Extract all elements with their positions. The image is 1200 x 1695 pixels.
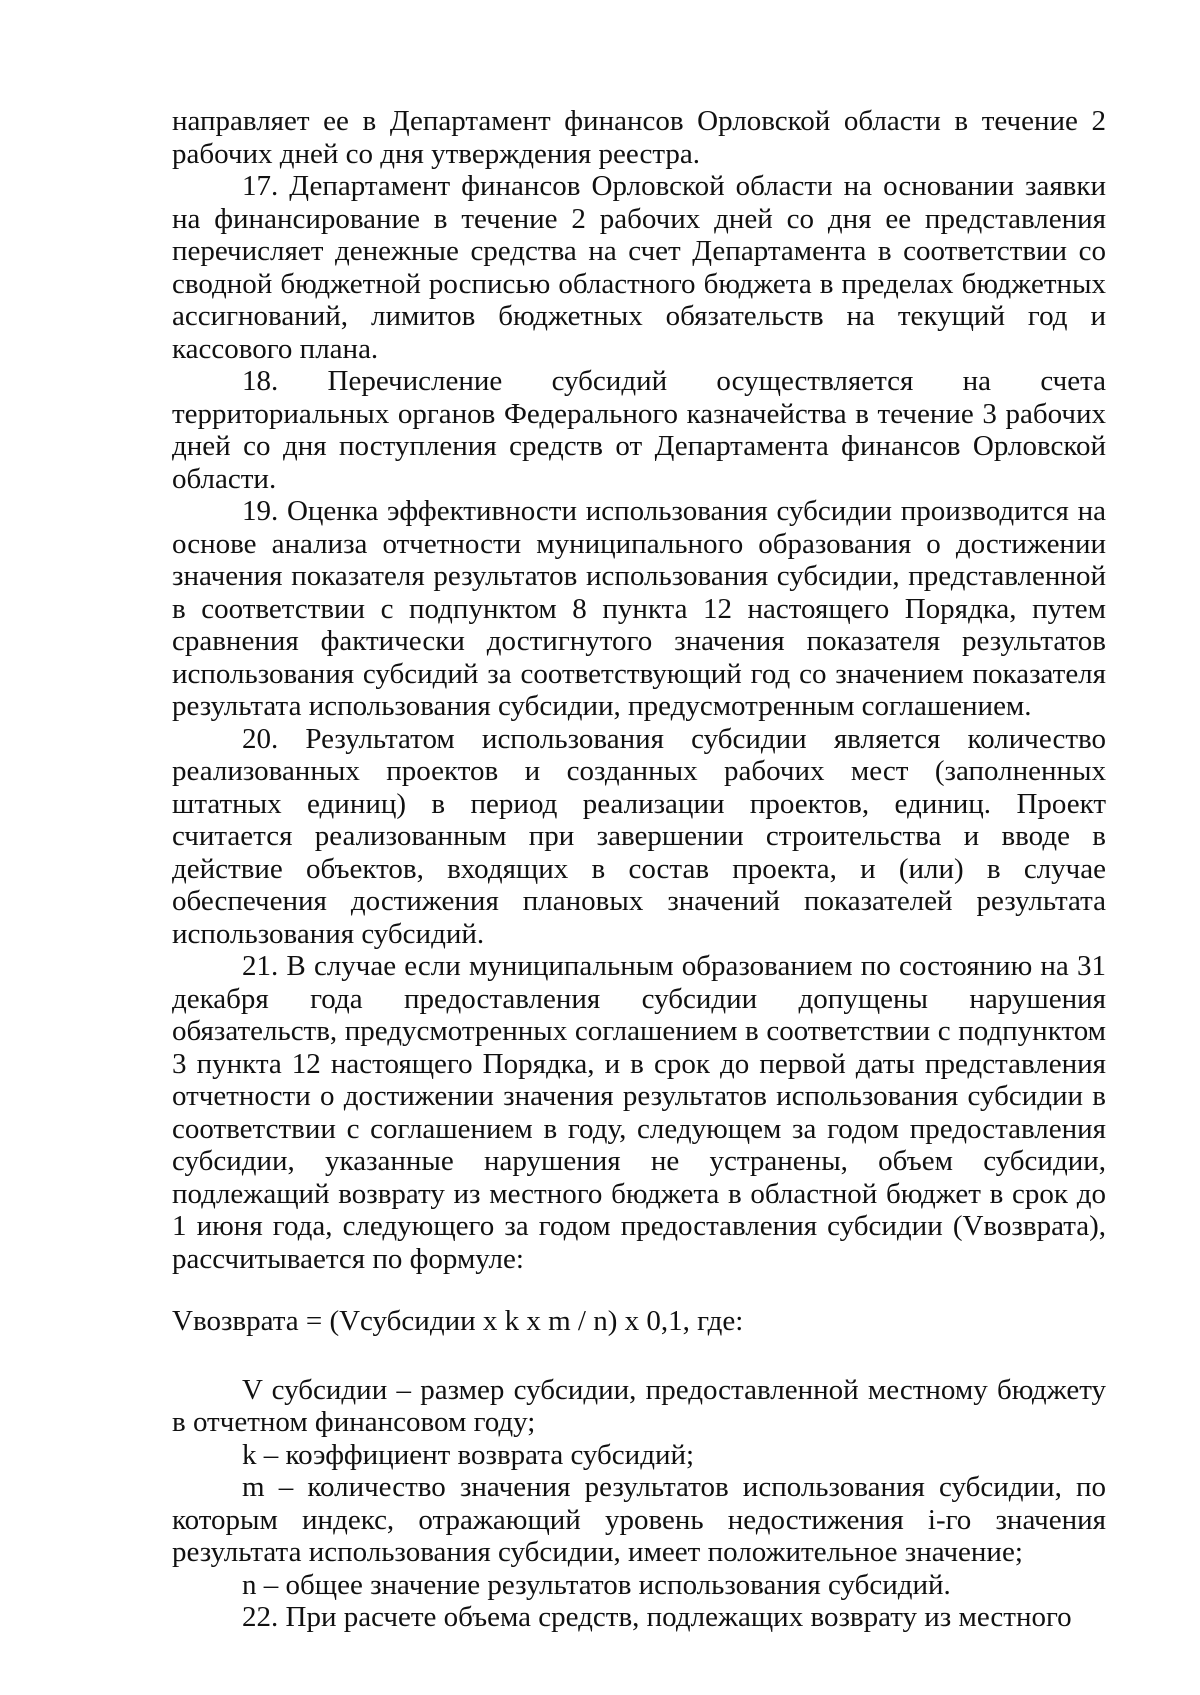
paragraph-20: 20. Результатом использования субсидии является количество реализованных проектов и созданных рабочих мест (заполненных штатных единиц) в период реализации проектов, единиц. Проект считается реализованным при завершении строительства и вводе в действие объектов, входящих в состав проекта, и (или) в случае обеспечения достижения плановых значений показателей результата использования субсидий. (172, 722, 1106, 950)
definition-k: k – коэффициент возврата субсидий; (242, 1438, 695, 1471)
document-body (172, 105, 1106, 1634)
paragraph-17: 17. Департамент финансов Орловской области на основании заявки на финансирование в течение 2 рабочих дней со дня ее представления перечисляет денежные средства на счет Департамента в соответствии со сводной бюджетной росписью областного бюджета в пределах бюджетных ассигнований, лимитов бюджетных обязательств на текущий год и кассового плана. (172, 170, 1106, 365)
paragraph-22: 22. При расчете объема средств, подлежащих возврату из местного (242, 1601, 1072, 1633)
definition-m: m – количество значения результатов использования субсидии, по которым индекс, отражающий уровень недостижения i-го значения результата использования субсидии, имеет положительное значение; (172, 1471, 1106, 1568)
paragraph-21: 21. В случае если муниципальным образованием по состоянию на 31 декабря года предоставления субсидии допущены нарушения обязательств, предусмотренных соглашением в соответствии с подпунктом 3 пункта 12 настоящего Порядка, и в срок до первой даты представления отчетности о достижении значения результатов использования субсидии в соответствии с соглашением в году, следующем за годом предоставления субсидии, указанные нарушения не устранены, объем субсидии, подлежащий возврату из местного бюджета в областной бюджет в срок до 1 июня года, следующего за годом предоставления субсидии (Vвозврата), рассчитывается по формуле: (172, 950, 1106, 1275)
definition-v: V субсидии – размер субсидии, предоставленной местному бюджету в отчетном финансовом году; (172, 1373, 1106, 1438)
definition-n: n – общее значение результатов использования субсидий. (242, 1568, 951, 1601)
return-formula: Vвозврата = (Vсубсидии x k x m / n) x 0,1, где: (172, 1305, 744, 1337)
paragraph-continuation: направляет ее в Департамент финансов Орловской области в течение 2 рабочих дней со дня утверждения реестра. (172, 105, 1106, 170)
paragraph-19: 19. Оценка эффективности использования субсидии производится на основе анализа отчетности муниципального образования о достижении значения показателя результатов использования субсидии, представленной в соответствии с подпунктом 8 пункта 12 настоящего Порядка, путем сравнения фактически достигнутого значения показателя результатов использования субсидий за соответствующий год со значением показателя результата использования субсидии, предусмотренным соглашением. (172, 495, 1106, 722)
paragraph-18: 18. Перечисление субсидий осуществляется на счета территориальных органов Федерального казначейства в течение 3 рабочих дней со дня поступления средств от Департамента финансов Орловской области. (172, 365, 1106, 495)
